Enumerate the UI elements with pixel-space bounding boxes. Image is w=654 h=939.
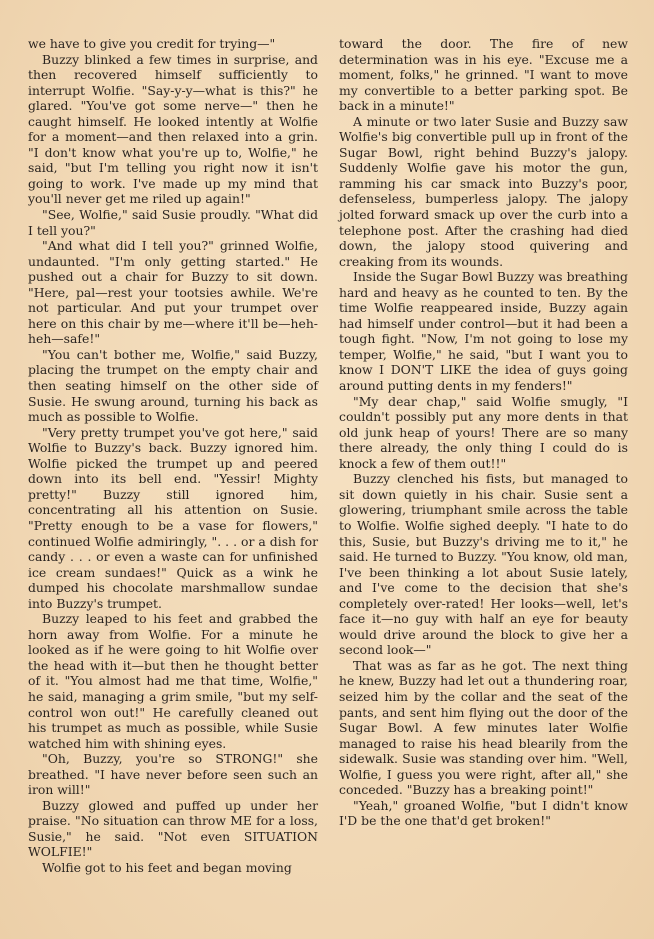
paragraph: "You can't bother me, Wolfie," said Buzzy, placing the trumpet on the empty chair and then seating himself on the other side of Susie. He swung around, turning his back as much as possible to Wolfie. <box>28 346 318 425</box>
paragraph: That was as far as he got. The next thing he knew, Buzzy had let out a thundering roar, seized him by the collar and the seat of the pants, and sent him flying out the door of the Sugar Bowl. A few minutes later Wolfie managed to raise his head blearily from the sidewalk. Susie was standing over him. "Well, Wolfie, I guess you were right, after all," she conceded. "Buzzy has a breaking point!" <box>339 657 628 798</box>
paragraph: "And what did I tell you?" grinned Wolfie, undaunted. "I'm only getting started." He pushed out a chair for Buzzy to sit down. "Here, pal—rest your tootsies awhile. We're not particular. And put your trumpet over here on this chair by me—where it'll be—heh-heh—safe!" <box>28 238 318 347</box>
paragraph: "Yeah," groaned Wolfie, "but I didn't know I'D be the one that'd get broken!" <box>339 797 628 829</box>
right-text-column <box>339 36 628 829</box>
paragraph: Inside the Sugar Bowl Buzzy was breathing hard and heavy as he counted to ten. By the time Wolfie reappeared inside, Buzzy again had himself under control—but it had been a tough fight. "Now, I'm not going to lose my temper, Wolfie," he said, "but I want you to know I DON'T LIKE the idea of guys going around putting dents in my fenders!" <box>339 269 628 394</box>
left-text-column <box>28 36 318 876</box>
paragraph: Buzzy glowed and puffed up under her praise. "No situation can throw ME for a loss, Susie," he said. "Not even SITUATION WOLFIE!" <box>28 797 318 860</box>
paragraph: Buzzy clenched his fists, but managed to sit down quietly in his chair. Susie sent a glowering, triumphant smile across the table to Wolfie. Wolfie sighed deeply. "I hate to do this, Susie, but Buzzy's driving me to it," he said. He turned to Buzzy. "You know, old man, I've been thinking a lot about Susie lately, and I've come to the decision that she's completely over-rated! Her looks—well, let's face it—no guy with half an eye for beauty would drive around the block to give her a second look—" <box>339 471 628 658</box>
paragraph: A minute or two later Susie and Buzzy saw Wolfie's big convertible pull up in front of the Sugar Bowl, right behind Buzzy's jalopy. Suddenly Wolfie gave his motor the gun, ramming his car smack into Buzzy's poor, defenseless, bumperless jalopy. The jalopy jolted forward smack up over the curb into a telephone post. After the crashing had died down, the jalopy stood quivering and creaking from its wounds. <box>339 113 628 269</box>
paragraph: "Very pretty trumpet you've got here," said Wolfie to Buzzy's back. Buzzy ignored him. Wolfie picked the trumpet up and peered down into its bell end. "Yessir! Mighty pretty!" Buzzy still ignored him, concentrating all his attention on Susie. "Pretty enough to be a vase for flowers," continued Wolfie admiringly, ". . . or a dish for candy . . . or even a waste can for unfinished ice cream sundaes!" Quick as a wink he dumped his chocolate marshmallow sundae into Buzzy's trumpet. <box>28 424 318 611</box>
paragraph: toward the door. The fire of new determination was in his eye. "Excuse me a moment, folks," he grinned. "I want to move my convertible to a better parking spot. Be back in a minute!" <box>339 36 628 114</box>
paragraph: Buzzy leaped to his feet and grabbed the horn away from Wolfie. For a minute he looked as if he were going to hit Wolfie over the head with it—but then he thought better of it. "You almost had me that time, Wolfie," he said, managing a grim smile, "but my self-control won out!" He carefully cleaned out his trumpet as much as possible, while Susie watched him with shining eyes. <box>28 611 318 751</box>
paragraph: Wolfie got to his feet and began moving <box>42 859 292 875</box>
paragraph: "My dear chap," said Wolfie smugly, "I couldn't possibly put any more dents in that old junk heap of yours! There are so many there already, the only thing I could do is knock a few of them out!!" <box>339 393 628 471</box>
paragraph: "Oh, Buzzy, you're so STRONG!" she breathed. "I have never before seen such an iron will!" <box>28 751 318 798</box>
paragraph: "See, Wolfie," said Susie proudly. "What did I tell you?" <box>28 207 318 238</box>
paragraph: Buzzy blinked a few times in surprise, and then recovered himself sufficiently to interrupt Wolfie. "Say-y-y—what is this?" he glared. "You've got some nerve—" then he caught himself. He looked intently at Wolfie for a moment—and then relaxed into a grin. "I don't know what you're up to, Wolfie," he said, "but I'm telling you right now it isn't going to work. I've made up my mind that you'll never get me riled up again!" <box>28 51 318 207</box>
paragraph: we have to give you credit for trying—" <box>28 36 276 51</box>
